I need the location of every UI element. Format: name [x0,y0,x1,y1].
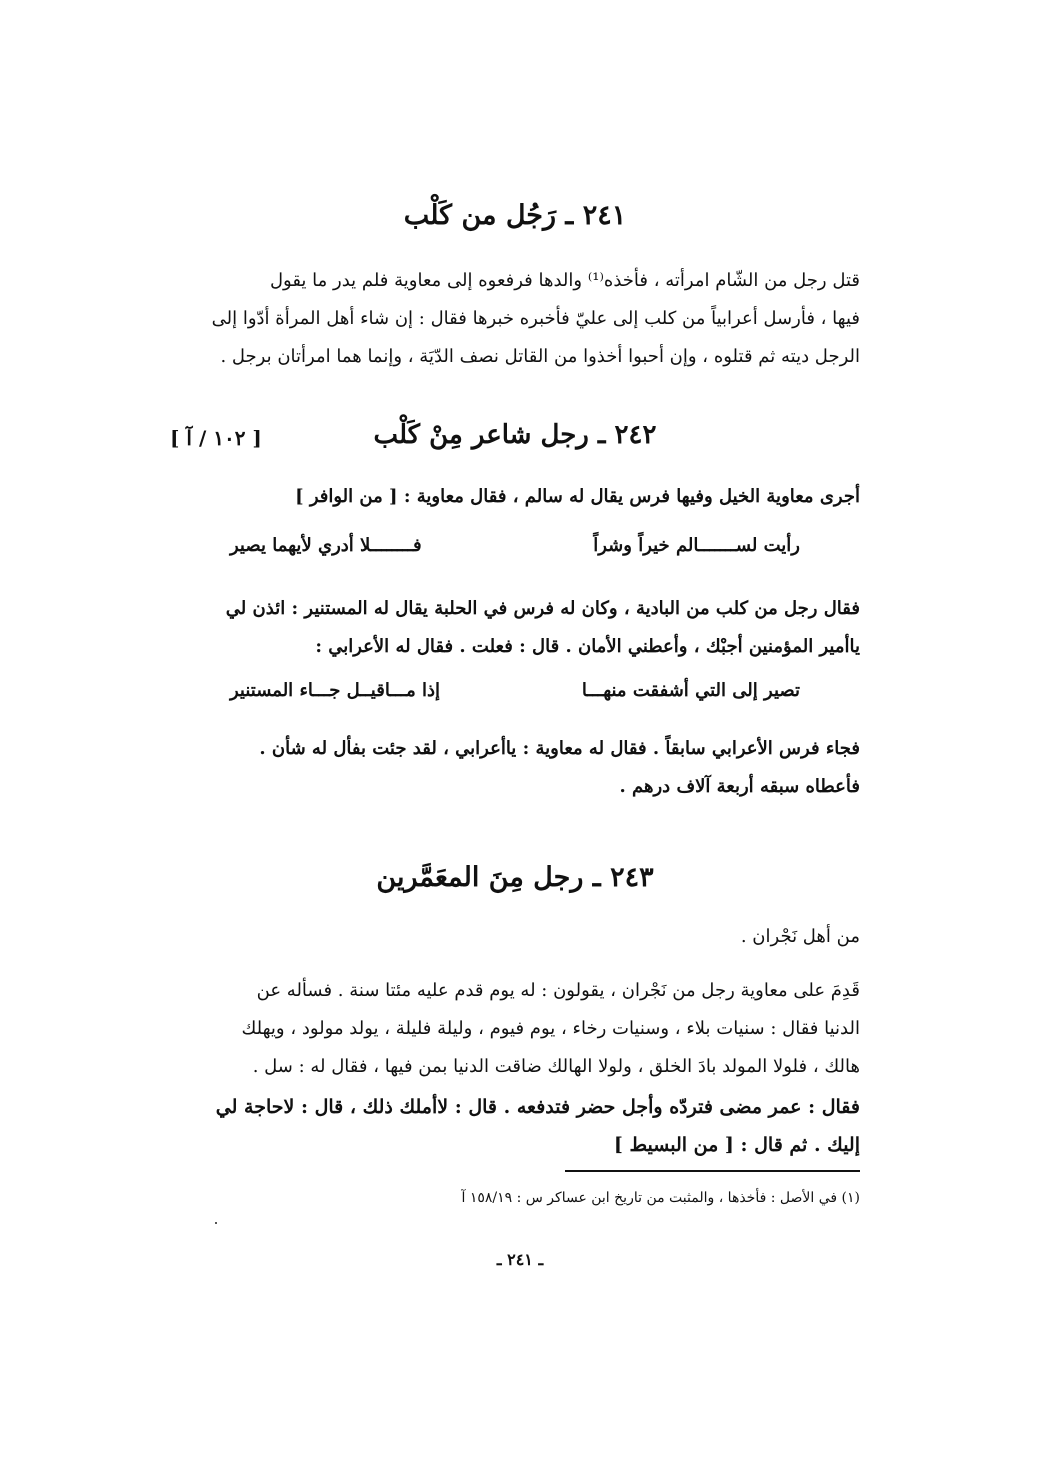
body-line: هالك ، فلولا المولد بادَ الخلق ، ولولا الهالك ضاقت الدنيا بمن فيها ، فقال له : سل . [252,1056,860,1077]
body-line: فقال رجل من كلب من البادية ، وكان له فرس في الحلبة يقال له المستنير : ائذن لي [225,598,860,619]
scan-speck [215,1222,217,1224]
footnote-separator [565,1170,860,1172]
footnote: (١) في الأصل : فأخذها ، والمثبت من تاريخ ابن عساكر س : ١٥٨/١٩ آ [461,1190,860,1206]
verse-2-first-hemistich: تصير إلى التي أشفقت منهـــا [581,680,800,701]
body-line: فيها ، فأرسل أعرابياً من كلب إلى عليّ فأخبره خبرها فقال : إن شاء أهل المرأة أدّوا إلى [211,308,860,329]
section-243-title: ٢٤٣ ـ رجل مِنَ المعَمَّرين [376,862,654,893]
body-line: الدنيا فقال : سنيات بلاء ، وسنيات رخاء ، يوم فيوم ، وليلة فليلة ، يولد مولود ، ويهلك [241,1018,860,1039]
body-line: فقال : عمر مضى فتردّه وأجل حضر فتدفعه . قال : لاأملك ذلك ، قال : لاحاجة لي [215,1096,860,1118]
section-242-header [170,420,860,460]
section-243-origin: من أهل نَجْران . [740,926,860,947]
section-243-bold [170,1088,860,1164]
verse-1-first-hemistich: رأيت لســـــــالم خيراً وشراً [593,535,800,556]
verse-1 [230,535,800,571]
section-242-title: ٢٤٢ ـ رجل شاعر مِنْ كَلْب [373,420,657,450]
body-line: ياأمير المؤمنين أجبْك ، وأعطني الأمان . قال : فعلت . فقال له الأعرابي : [315,636,860,657]
verse-1-second-hemistich: فــــــــلا أدري لأيهما يصير [230,535,422,556]
verse-2-second-hemistich: إذا مـــاقيــل جـــاء المستنير [230,680,441,701]
section-242-intro: أجرى معاوية الخيل وفيها فرس يقال له سالم ، فقال معاوية : [ من الوافر ] [295,486,860,507]
body-line: فجاء فرس الأعرابي سابقاً . فقال له معاوية : ياأعرابي ، لقد جئت بفأل له شأن . [259,738,860,759]
body-line: قَدِمَ على معاوية رجل من نَجْران ، يقولون : له يوم قدم عليه مئتا سنة . فسأله عن [256,980,860,1001]
section-241-title: ٢٤١ ـ رَجُل من كَلْب [403,200,627,231]
page-number: ـ ٢٤١ ـ [496,1250,544,1269]
section-243-body [170,972,860,1086]
section-241-body [170,262,860,376]
section-242-middle [170,590,860,666]
verse-2 [230,680,800,716]
body-line: قتل رجل من الشّام امرأته ، فأخذه⁽¹⁾ والدها فرفعوه إلى معاوية فلم يدر ما يقول [269,270,860,291]
manuscript-folio-ref: [ ١٠٢ / آ ] [170,426,262,450]
section-242-end [170,730,860,806]
body-line: إليك . ثم قال : [ من البسيط ] [613,1134,860,1156]
body-line: الرجل ديته ثم قتلوه ، وإن أحبوا أخذوا من القاتل نصف الدّيَة ، وإنما هما امرأتان برجل . [220,346,860,367]
body-line: فأعطاه سبقه أربعة آلاف درهم . [619,776,860,797]
